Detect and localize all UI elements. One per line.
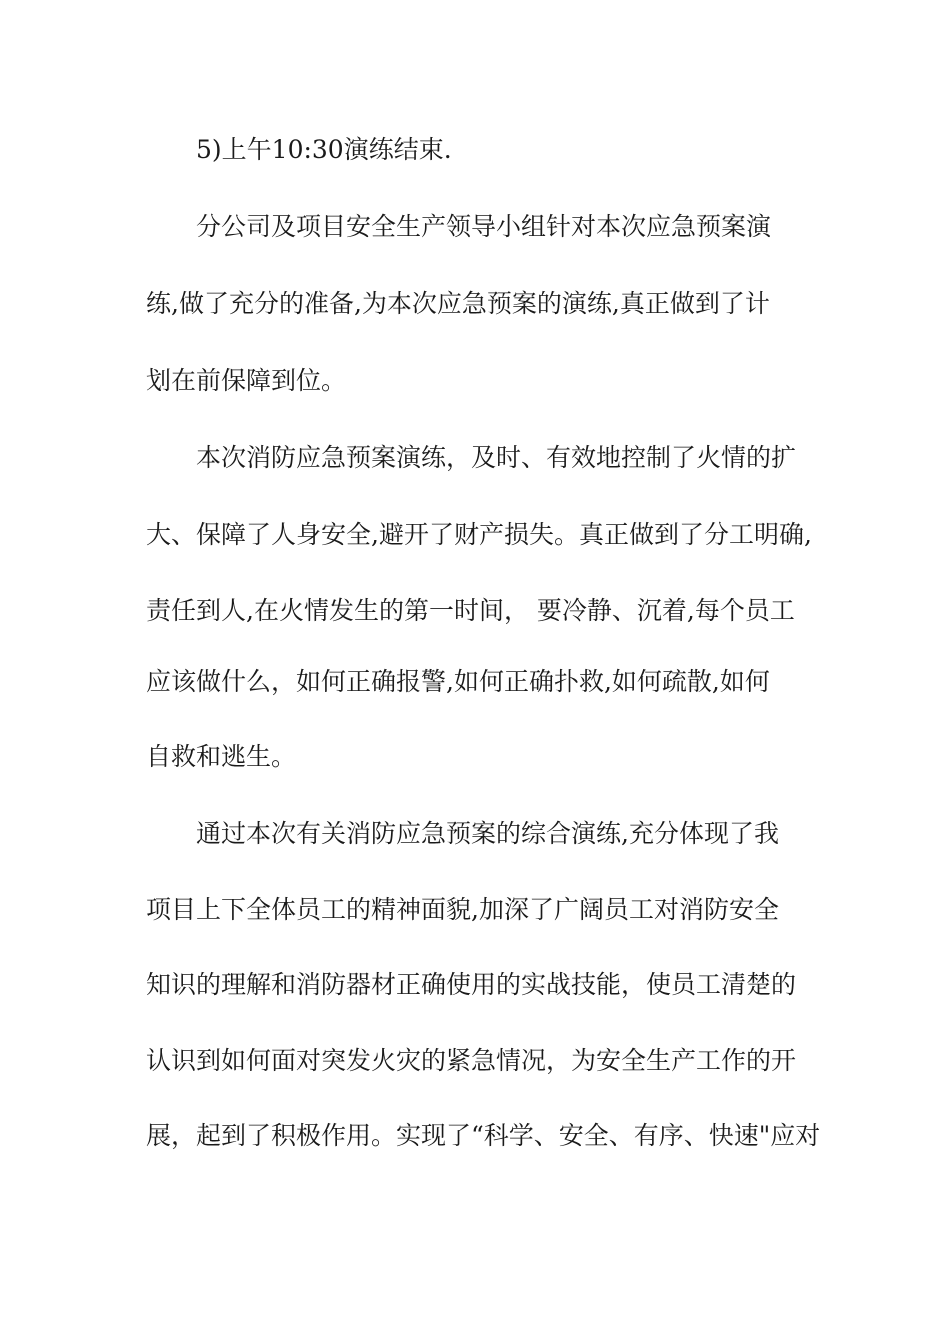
text-line-13: 认识到如何面对突发火灾的紧急情况，为安全生产工作的开 <box>146 1046 797 1075</box>
text-line-14: 展，起到了积极作用。实现了“科学、安全、有序、快速"应对 <box>146 1121 821 1150</box>
text-line-11: 项目上下全体员工的精神面貌,加深了广阔员工对消防安全 <box>146 895 779 924</box>
text-line-5: 本次消防应急预案演练，及时、有效地控制了火情的扩 <box>196 443 797 472</box>
text-line-4: 划在前保障到位。 <box>146 366 347 395</box>
text-line-7: 责任到人,在火情发生的第一时间， 要冷静、沉着,每个员工 <box>146 596 795 625</box>
text-line-2: 分公司及项目安全生产领导小组针对本次应急预案演 <box>196 212 772 241</box>
text-line-1: 5)上午10:30演练结束. <box>196 135 452 164</box>
text-line-3: 练,做了充分的准备,为本次应急预案的演练,真正做到了计 <box>146 289 770 318</box>
text-line-10: 通过本次有关消防应急预案的综合演练,充分体现了我 <box>196 819 779 848</box>
text-line-12: 知识的理解和消防器材正确使用的实战技能，使员工清楚的 <box>146 970 797 999</box>
text-line-8: 应该做什么，如何正确报警,如何正确扑救,如何疏散,如何 <box>146 667 770 696</box>
text-line-6: 大、保障了人身安全,避开了财产损失。真正做到了分工明确, <box>146 520 812 549</box>
text-line-9: 自救和逃生。 <box>146 742 297 771</box>
